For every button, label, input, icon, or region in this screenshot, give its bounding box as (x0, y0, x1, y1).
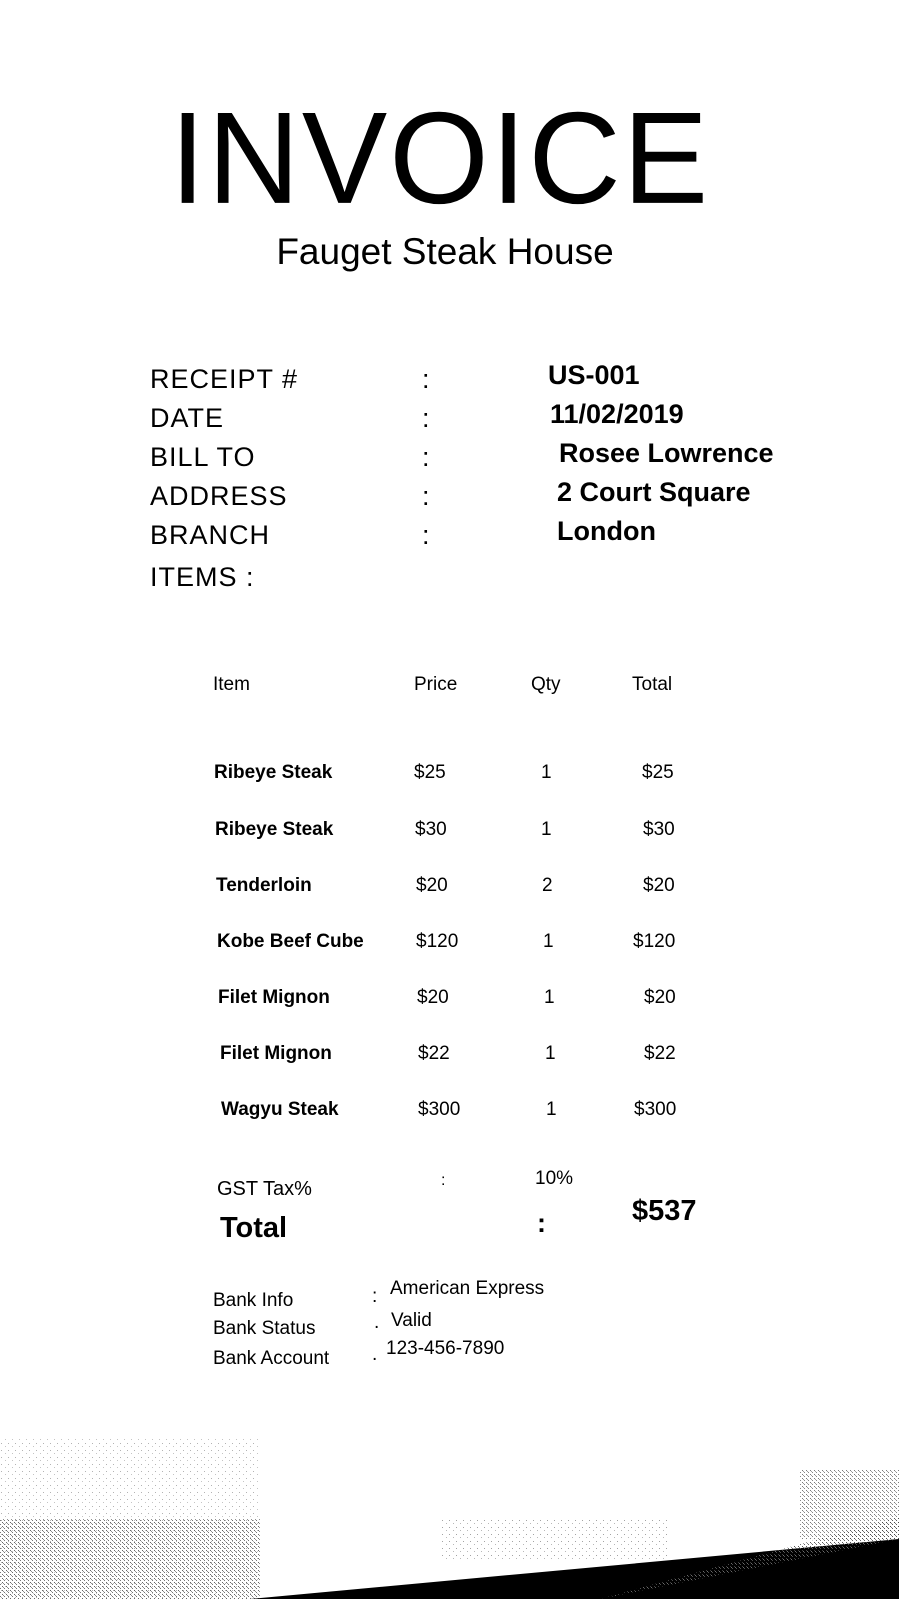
meta-label: BILL TO (150, 442, 256, 472)
table-row (0, 1099, 899, 1129)
item-total: $20 (643, 875, 675, 896)
item-qty: 1 (544, 987, 555, 1008)
bill-to-name: Rosee Lowrence (559, 438, 774, 468)
meta-colon: : (422, 442, 430, 472)
item-qty: 1 (546, 1099, 557, 1120)
item-total: $300 (634, 1099, 677, 1120)
address-value: 2 Court Square (557, 477, 751, 507)
bank-label: Bank Account (213, 1348, 330, 1369)
column-header-total: Total (632, 674, 673, 695)
meta-row-date (150, 399, 850, 442)
item-price: $20 (417, 987, 449, 1008)
column-header-price: Price (414, 674, 458, 695)
column-header-item: Item (213, 674, 250, 695)
total-colon: : (537, 1208, 546, 1238)
table-row (0, 819, 899, 849)
invoice-title: INVOICE (169, 85, 711, 232)
tax-value: 10% (535, 1168, 574, 1189)
meta-label: BRANCH (150, 520, 271, 550)
item-name: Ribeye Steak (214, 762, 333, 783)
meta-label: RECEIPT # (150, 364, 299, 394)
item-qty: 1 (541, 762, 552, 783)
item-qty: 2 (542, 875, 553, 896)
table-row (0, 875, 899, 905)
bank-account-value: 123-456-7890 (386, 1338, 505, 1359)
bank-colon: . (372, 1344, 378, 1365)
meta-colon: : (422, 481, 430, 511)
bank-label: Bank Info (213, 1290, 294, 1311)
item-name: Ribeye Steak (215, 819, 334, 840)
bank-info-value: American Express (390, 1278, 545, 1299)
item-total: $22 (644, 1043, 676, 1064)
restaurant-name: Fauget Steak House (276, 231, 614, 272)
table-row (0, 987, 899, 1017)
item-total: $20 (644, 987, 676, 1008)
bank-status-value: Valid (391, 1310, 432, 1331)
item-price: $20 (416, 875, 448, 896)
tax-label: GST Tax% (217, 1178, 312, 1200)
meta-label: ADDRESS (150, 481, 288, 511)
column-header-qty: Qty (531, 674, 561, 695)
item-total: $120 (633, 931, 676, 952)
item-name: Filet Mignon (218, 987, 330, 1008)
total-value: $537 (632, 1195, 697, 1227)
item-price: $25 (414, 762, 446, 783)
item-price: $30 (415, 819, 447, 840)
meta-colon: : (422, 364, 430, 394)
meta-row-address (150, 477, 850, 520)
item-total: $30 (643, 819, 675, 840)
item-name: Tenderloin (216, 875, 312, 896)
receipt-number: US-001 (548, 360, 640, 390)
invoice-meta (150, 360, 850, 559)
item-qty: 1 (541, 819, 552, 840)
item-total: $25 (642, 762, 674, 783)
meta-row-bill-to (150, 438, 850, 481)
bank-label: Bank Status (213, 1318, 316, 1339)
item-qty: 1 (543, 931, 554, 952)
tax-colon: : (441, 1172, 446, 1189)
meta-colon: : (422, 403, 430, 433)
total-label: Total (220, 1212, 288, 1244)
table-row (0, 931, 899, 961)
bank-colon: : (372, 1286, 378, 1307)
item-price: $22 (418, 1043, 450, 1064)
table-row (0, 1043, 899, 1073)
meta-label: DATE (150, 403, 225, 433)
item-price: $120 (416, 931, 459, 952)
invoice-date: 11/02/2019 (550, 399, 684, 429)
branch-value: London (557, 516, 656, 546)
scan-noise (0, 1399, 899, 1599)
bank-colon: . (374, 1312, 380, 1333)
item-price: $300 (418, 1099, 461, 1120)
meta-row-branch (150, 516, 850, 559)
item-name: Kobe Beef Cube (217, 931, 364, 952)
meta-row-receipt (150, 360, 850, 403)
meta-colon: : (422, 520, 430, 550)
item-name: Wagyu Steak (221, 1099, 339, 1120)
item-qty: 1 (545, 1043, 556, 1064)
table-row (0, 762, 899, 792)
item-name: Filet Mignon (220, 1043, 332, 1064)
items-label: ITEMS : (150, 562, 255, 592)
